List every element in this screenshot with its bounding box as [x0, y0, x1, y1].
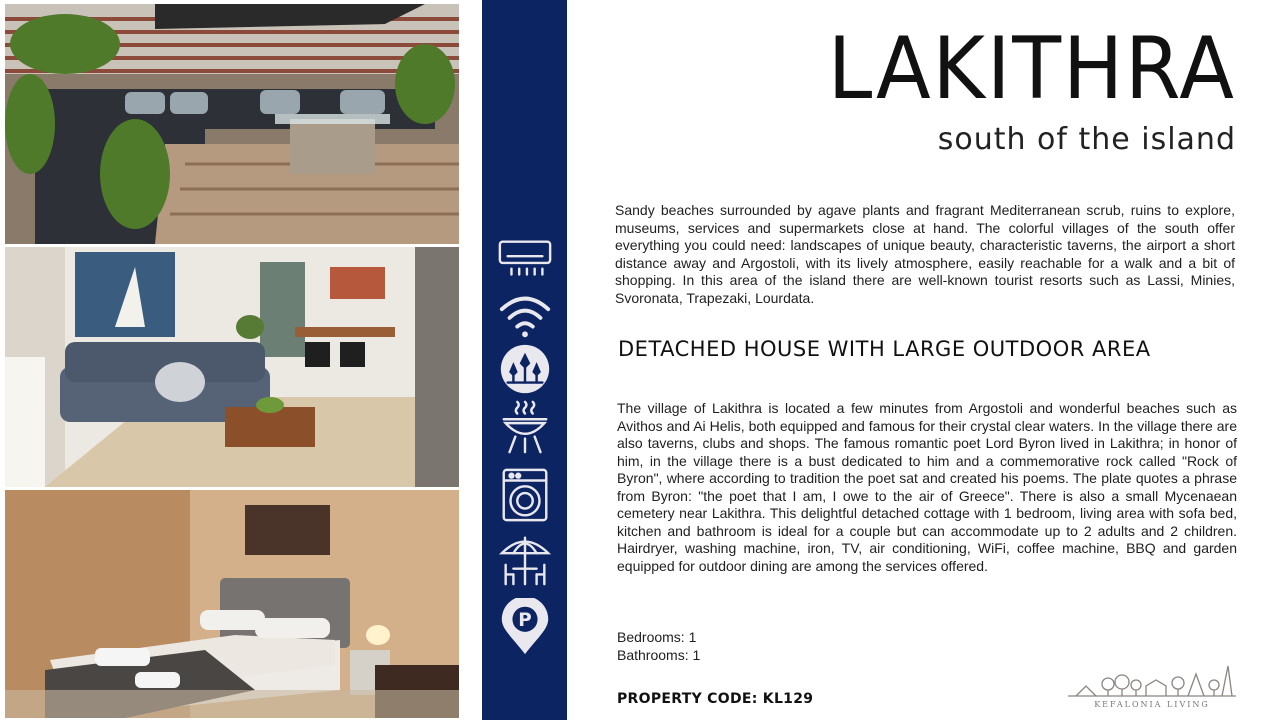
garden-icon — [496, 340, 554, 398]
page-title: LAKITHRA — [827, 19, 1236, 119]
amenities-sidebar — [482, 0, 567, 720]
description-paragraph: The village of Lakithra is located a few minutes from Argostoli and wonderful beaches such as Avithos and Ai Helis, both equipped and famous for their crystal clear waters. In the village there are also taverns, clubs and shops. The famous romantic poet Lord Byron lived in Lakithra; in honor of him, in the village there is a bust dedicated to him and a commemorative rock called "Rock of Byron", where according to tradition the poet sat and created his poems. The plate quotes a phrase from Byron: "the poet that I am, I owe to the air of Greece". There is also a small Mycenaean cemetery near Lakithra. This delightful detached cottage with 1 bedroom, living area with sofa bed, kitchen and bathroom is ideal for a couple but can accommodate up to 2 adults and 2 children. Hairdryer, washing machine, iron, TV, air conditioning, WiFi, coffee machine, BBQ and garden equipped for outdoor dining are among the services offered. — [617, 400, 1237, 574]
outdoor-dining-icon — [496, 530, 554, 588]
bbq-icon — [496, 398, 554, 456]
section-heading: DETACHED HOUSE WITH LARGE OUTDOOR AREA — [618, 337, 1151, 361]
company-logo — [1066, 660, 1238, 712]
bathrooms-count: Bathrooms: 1 — [617, 647, 701, 663]
terrace-photo — [5, 4, 459, 244]
logo-text: KEFALONIA LIVING — [1094, 700, 1210, 709]
intro-paragraph: Sandy beaches surrounded by agave plants and fragrant Mediterranean scrub, ruins to explore, museums, services and supermarkets close at hand. The colorful villages of the south offer everything you could need: landscapes of unique beauty, characteristic taverns, the airport a short distance away and Argostoli, with its lively atmosphere, easily reachable for a walk and a bit of shopping. In this area of the island there are well-known tourist resorts such as Lassi, Minies, Svoronata, Trapezaki, Lourdata. — [615, 202, 1235, 306]
parking-icon — [496, 598, 554, 656]
parking-letter: P — [518, 610, 532, 632]
page-subtitle: south of the island — [937, 122, 1236, 157]
air-conditioner-icon — [496, 232, 554, 290]
bedroom-photo — [5, 490, 459, 718]
bedrooms-count: Bedrooms: 1 — [617, 629, 697, 645]
wifi-icon — [496, 286, 554, 344]
property-facts — [617, 628, 700, 664]
washing-machine-icon — [496, 466, 554, 524]
living-room-photo — [5, 247, 459, 487]
property-code: PROPERTY CODE: KL129 — [617, 691, 814, 707]
